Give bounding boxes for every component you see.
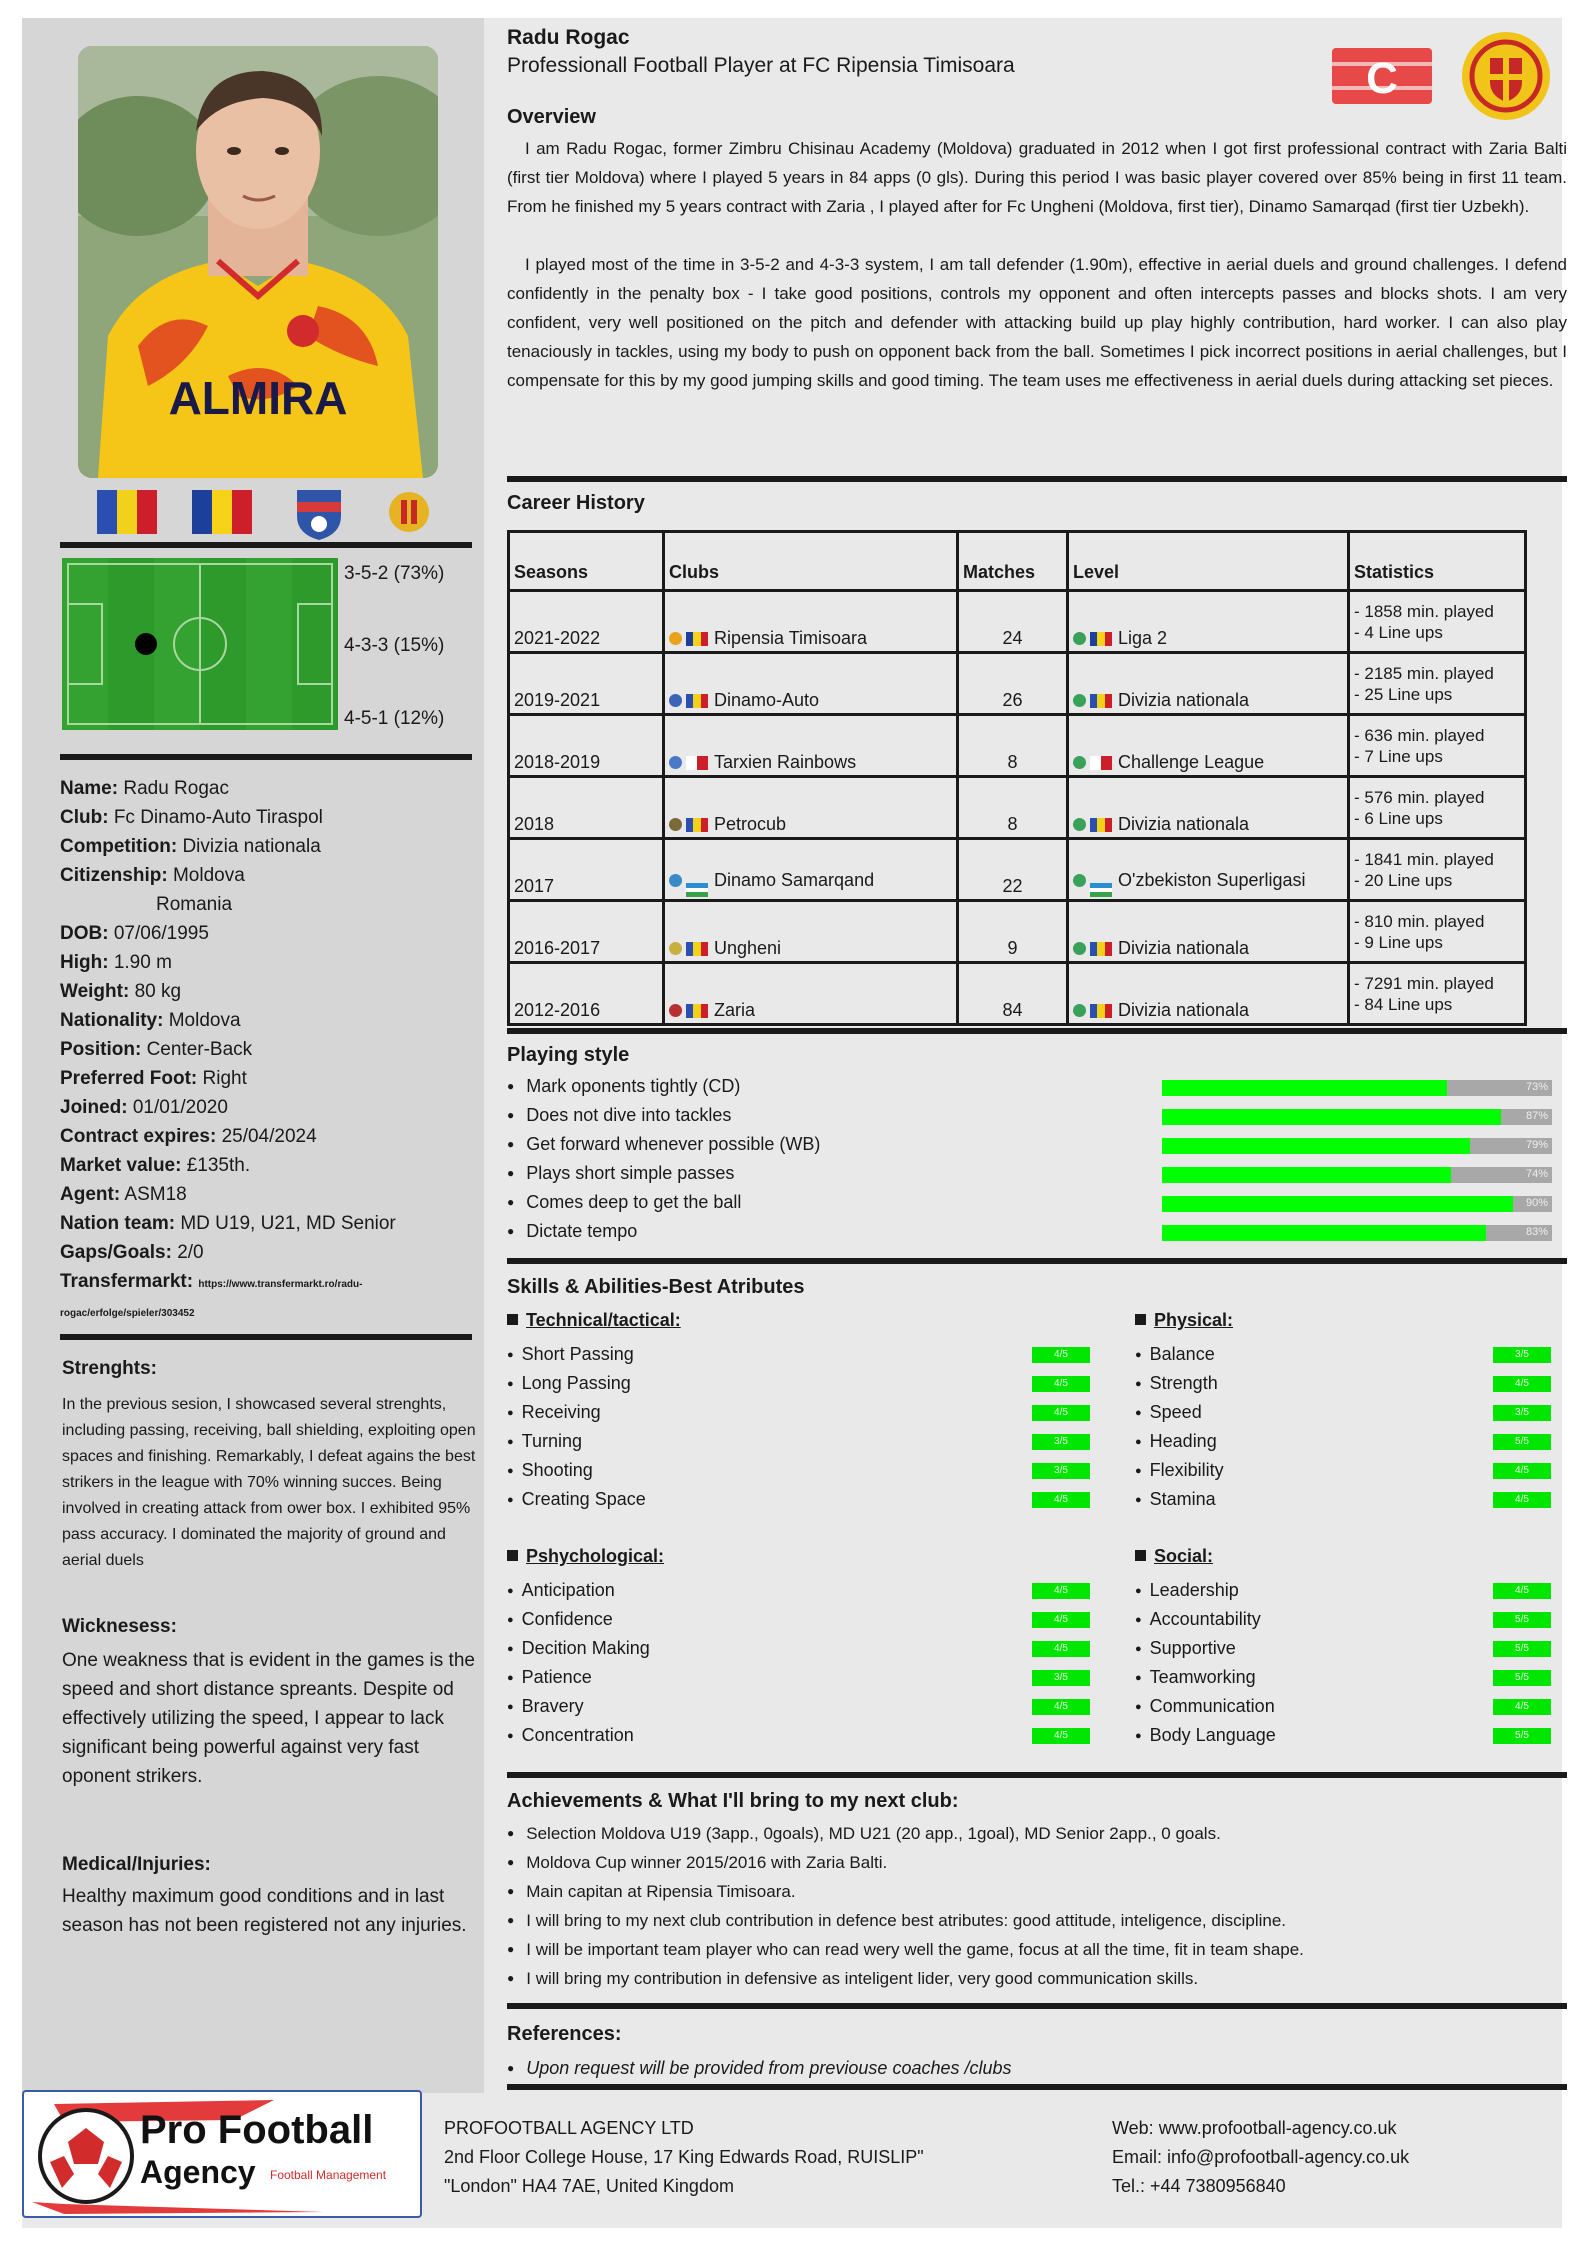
league-logo-icon xyxy=(1073,874,1086,887)
skill-score-badge: 4/5 xyxy=(1493,1492,1551,1508)
formation-pitch xyxy=(62,558,338,730)
rating-bar-fill xyxy=(1162,1167,1451,1183)
achievements-heading: Achievements & What I'll bring to my next club: xyxy=(507,1790,959,1812)
statistics-cell: - 1858 min. played - 4 Line ups xyxy=(1349,591,1526,653)
rating-bar-fill xyxy=(1162,1080,1447,1096)
skill-item: ● Turning xyxy=(507,1431,582,1452)
league-logo-icon xyxy=(1073,818,1086,831)
moldova-flag-icon xyxy=(97,490,157,534)
player-name: Radu Rogac xyxy=(507,26,630,49)
rating-percent: 79% xyxy=(1525,1139,1548,1151)
statistics-cell: - 810 min. played - 9 Line ups xyxy=(1349,901,1526,963)
rating-bar xyxy=(1162,1080,1552,1096)
statistics-cell: - 2185 min. played - 25 Line ups xyxy=(1349,653,1526,715)
club-cell: Ripensia Timisoara xyxy=(664,591,958,653)
formation-1: 3-5-2 (73%) xyxy=(344,563,445,584)
info-row: Contract expires: 25/04/2024 xyxy=(60,1126,317,1147)
company-address-1: 2nd Floor College House, 17 King Edwards Road, RUISLIP" xyxy=(444,2147,924,2167)
skill-score-badge: 4/5 xyxy=(1493,1376,1551,1392)
club-crest-icon xyxy=(669,1004,682,1017)
skill-category-social: Social: xyxy=(1135,1546,1213,1567)
player-photo xyxy=(78,46,438,478)
club-cell: Dinamo Samarqand xyxy=(664,839,958,901)
medical-text: Healthy maximum good conditions and in last season has not been registered not any injuries. xyxy=(62,1886,467,1936)
skill-item: ● Body Language xyxy=(1135,1725,1276,1746)
career-table xyxy=(507,530,1527,1026)
skill-score-badge: 3/5 xyxy=(1493,1405,1551,1421)
divider xyxy=(507,1772,1567,1778)
matches-cell: 9 xyxy=(958,901,1068,963)
club-crest-icon xyxy=(669,694,682,707)
romania-flag-icon xyxy=(192,490,252,534)
club-cell: Zaria xyxy=(664,963,958,1025)
divider xyxy=(60,1334,472,1340)
sponsor-text: ALMIRA xyxy=(168,372,348,424)
info-row: Weight: 80 kg xyxy=(60,981,182,1002)
skill-score-badge: 4/5 xyxy=(1493,1699,1551,1715)
skill-item: ● Bravery xyxy=(507,1696,584,1717)
level-cell: Divizia nationala xyxy=(1068,901,1349,963)
league-logo-icon xyxy=(1073,694,1086,707)
skill-item: ● Anticipation xyxy=(507,1580,615,1601)
career-table-body xyxy=(509,591,1526,1025)
email-link[interactable]: Email: info@profootball-agency.co.uk xyxy=(1112,2147,1410,2167)
skill-item: ● Creating Space xyxy=(507,1489,646,1510)
rating-percent: 73% xyxy=(1525,1081,1548,1093)
info-row: Nation team: MD U19, U21, MD Senior xyxy=(60,1213,396,1234)
achievement-item: ● Moldova Cup winner 2015/2016 with Zaria Balti. xyxy=(507,1853,887,1873)
flag-icon xyxy=(1090,1004,1112,1018)
level-cell: Challenge League xyxy=(1068,715,1349,777)
playing-style-item: ● Does not dive into tackles xyxy=(507,1105,731,1126)
skill-item: ● Balance xyxy=(1135,1344,1215,1365)
flag-icon xyxy=(1090,694,1112,708)
formation-3: 4-5-1 (12%) xyxy=(344,708,445,729)
rating-bar xyxy=(1162,1138,1552,1154)
column-header: Statistics xyxy=(1349,532,1526,591)
league-logo-icon xyxy=(1073,942,1086,955)
divider xyxy=(507,1028,1567,1034)
company-name: PROFOOTBALL AGENCY LTD xyxy=(444,2118,694,2138)
info-row: Competition: Divizia nationala xyxy=(60,836,321,857)
medical-heading: Medical/Injuries: xyxy=(62,1854,211,1875)
skill-score-badge: 4/5 xyxy=(1032,1612,1090,1628)
weaknesses-heading: Wicknesess: xyxy=(62,1616,177,1637)
skill-item: ● Teamworking xyxy=(1135,1667,1256,1688)
playing-style-item: ● Comes deep to get the ball xyxy=(507,1192,741,1213)
info-row: Nationality: Moldova xyxy=(60,1010,241,1031)
column-header: Level xyxy=(1068,532,1349,591)
skill-item: ● Speed xyxy=(1135,1402,1202,1423)
rating-bar-fill xyxy=(1162,1225,1486,1241)
level-cell: Divizia nationala xyxy=(1068,653,1349,715)
achievement-item: ● I will bring to my next club contribution in defence best atributes: good attitude, inteligence, discipline. xyxy=(507,1911,1286,1931)
skill-score-badge: 5/5 xyxy=(1493,1728,1551,1744)
season-cell: 2016-2017 xyxy=(509,901,664,963)
skill-score-badge: 3/5 xyxy=(1032,1670,1090,1686)
skill-score-badge: 3/5 xyxy=(1032,1463,1090,1479)
column-header: Matches xyxy=(958,532,1068,591)
references-text: ● Upon request will be provided from previouse coaches /clubs xyxy=(507,2058,1012,2079)
league-logo-icon xyxy=(1073,756,1086,769)
statistics-cell: - 7291 min. played - 84 Line ups xyxy=(1349,963,1526,1025)
skill-score-badge: 5/5 xyxy=(1493,1434,1551,1450)
logo-title: Pro Football xyxy=(140,2108,374,2152)
rating-percent: 83% xyxy=(1525,1226,1548,1238)
table-row xyxy=(509,777,1526,839)
table-row xyxy=(509,839,1526,901)
skill-item: ● Supportive xyxy=(1135,1638,1236,1659)
skill-score-badge: 4/5 xyxy=(1032,1347,1090,1363)
playing-style-item: ● Mark oponents tightly (CD) xyxy=(507,1076,740,1097)
flag-icon xyxy=(686,942,708,956)
sidebar xyxy=(22,18,484,2093)
table-row xyxy=(509,901,1526,963)
divider xyxy=(60,542,472,548)
skill-score-badge: 4/5 xyxy=(1032,1641,1090,1657)
matches-cell: 8 xyxy=(958,715,1068,777)
info-row: Club: Fc Dinamo-Auto Tiraspol xyxy=(60,807,323,828)
playing-style-item: ● Dictate tempo xyxy=(507,1221,637,1242)
skill-score-badge: 4/5 xyxy=(1032,1583,1090,1599)
divider xyxy=(60,754,472,760)
svg-text:C: C xyxy=(1366,54,1398,103)
flag-icon xyxy=(686,632,708,646)
agency-logo xyxy=(22,2090,422,2218)
info-row: Market value: £135th. xyxy=(60,1155,251,1176)
flag-icon xyxy=(1090,942,1112,956)
table-row xyxy=(509,591,1526,653)
club-cell: Dinamo-Auto xyxy=(664,653,958,715)
info-row: High: 1.90 m xyxy=(60,952,172,973)
playing-style-heading: Playing style xyxy=(507,1044,630,1066)
skill-score-badge: 5/5 xyxy=(1493,1670,1551,1686)
info-row: DOB: 07/06/1995 xyxy=(60,923,209,944)
rating-percent: 90% xyxy=(1525,1197,1548,1209)
club-cell: Petrocub xyxy=(664,777,958,839)
rating-bar xyxy=(1162,1225,1552,1241)
level-cell: O'zbekiston Superligasi xyxy=(1068,839,1349,901)
skill-item: ● Confidence xyxy=(507,1609,613,1630)
logo-subtitle: Agency xyxy=(140,2154,256,2190)
skill-item: ● Receiving xyxy=(507,1402,601,1423)
skill-category-psychological: Pshychological: xyxy=(507,1546,664,1567)
matches-cell: 84 xyxy=(958,963,1068,1025)
player-info-list xyxy=(60,774,480,1325)
rating-bar xyxy=(1162,1109,1552,1125)
info-row: Agent: ASM18 xyxy=(60,1184,187,1205)
skill-score-badge: 4/5 xyxy=(1032,1405,1090,1421)
achievement-item: ● I will bring my contribution in defensive as inteligent lider, very good communication skills. xyxy=(507,1969,1198,1989)
rating-bar-fill xyxy=(1162,1109,1501,1125)
season-cell: 2017 xyxy=(509,839,664,901)
season-cell: 2012-2016 xyxy=(509,963,664,1025)
club-crest-icon xyxy=(669,818,682,831)
skill-score-badge: 5/5 xyxy=(1493,1641,1551,1657)
profile-page xyxy=(22,18,1567,2228)
rating-bar-fill xyxy=(1162,1196,1513,1212)
level-cell: Divizia nationala xyxy=(1068,963,1349,1025)
captain-badge-icon xyxy=(1332,48,1432,104)
rating-bar xyxy=(1162,1196,1552,1212)
rating-percent: 74% xyxy=(1525,1168,1548,1180)
level-cell: Divizia nationala xyxy=(1068,777,1349,839)
transfermarkt-link[interactable]: https://www.transfermarkt.ro/radu-rogac/erfolge/spieler/303452 xyxy=(60,1279,363,1319)
skill-score-badge: 4/5 xyxy=(1032,1492,1090,1508)
dinamo-auto-crest-icon xyxy=(293,486,345,542)
flag-icon xyxy=(686,756,708,770)
player-position-marker xyxy=(135,633,157,655)
skill-score-badge: 4/5 xyxy=(1032,1728,1090,1744)
matches-cell: 26 xyxy=(958,653,1068,715)
achievement-item: ● Main capitan at Ripensia Timisoara. xyxy=(507,1882,796,1902)
skill-category-technical: Technical/tactical: xyxy=(507,1310,681,1331)
skill-score-badge: 4/5 xyxy=(1032,1376,1090,1392)
info-row: Position: Center-Back xyxy=(60,1039,253,1060)
divider xyxy=(507,2003,1567,2009)
skill-score-badge: 5/5 xyxy=(1493,1612,1551,1628)
phone-number: Tel.: +44 7380956840 xyxy=(1112,2176,1286,2196)
flag-icon xyxy=(1090,883,1112,897)
season-cell: 2021-2022 xyxy=(509,591,664,653)
flag-icon xyxy=(1090,632,1112,646)
club-crest-icon xyxy=(669,874,682,887)
season-cell: 2018-2019 xyxy=(509,715,664,777)
rating-bar xyxy=(1162,1167,1552,1183)
skill-item: ● Communication xyxy=(1135,1696,1275,1717)
club-crest-icon xyxy=(669,756,682,769)
company-address-2: "London" HA4 7AE, United Kingdom xyxy=(444,2176,734,2196)
logo-tagline: Football Management xyxy=(270,2168,387,2182)
column-header: Seasons xyxy=(509,532,664,591)
skill-item: ● Concentration xyxy=(507,1725,634,1746)
skill-score-badge: 4/5 xyxy=(1493,1583,1551,1599)
ripensia-crest-icon xyxy=(385,486,433,538)
playing-style-item: ● Plays short simple passes xyxy=(507,1163,734,1184)
skill-item: ● Accountability xyxy=(1135,1609,1261,1630)
statistics-cell: - 576 min. played - 6 Line ups xyxy=(1349,777,1526,839)
career-heading: Career History xyxy=(507,492,645,514)
flag-icon xyxy=(1090,756,1112,770)
overview-paragraph-1: I am Radu Rogac, former Zimbru Chisinau Academy (Moldova) graduated in 2012 when I got first professional contract with Zaria Balti (first tier Moldova) where I played 5 years in 84 apps (0 gls). During this period I was basic player covered over 85% being in first 11 team. From he finished my 5 years contract with Zaria , I played after for Fc Ungheni (Moldova, first tier), Dinamo Samarqad (first tier Uzbekh). xyxy=(507,139,1567,216)
flags-row xyxy=(97,486,437,542)
league-logo-icon xyxy=(1073,632,1086,645)
skill-item: ● Short Passing xyxy=(507,1344,634,1365)
matches-cell: 24 xyxy=(958,591,1068,653)
flag-icon xyxy=(686,818,708,832)
formation-2: 4-3-3 (15%) xyxy=(344,635,445,656)
weaknesses-text: One weakness that is evident in the games is the speed and short distance spreants. Despite od effectively utilizing the speed, I appear to lack significant being powerful against very fast oponent strikers. xyxy=(62,1650,475,1787)
skill-item: ● Heading xyxy=(1135,1431,1217,1452)
transfermarkt-row: Transfermarkt: https://www.transfermarkt.ro/radu-rogac/erfolge/spieler/303452 xyxy=(60,1271,363,1319)
skill-item: ● Stamina xyxy=(1135,1489,1216,1510)
skill-item: ● Shooting xyxy=(507,1460,593,1481)
skills-heading: Skills & Abilities-Best Atributes xyxy=(507,1276,805,1298)
skill-item: ● Patience xyxy=(507,1667,592,1688)
flag-icon xyxy=(686,1004,708,1018)
skill-item: ● Decition Making xyxy=(507,1638,650,1659)
rating-bar-fill xyxy=(1162,1138,1470,1154)
skill-category-physical: Physical: xyxy=(1135,1310,1233,1331)
strengths-heading: Strenghts: xyxy=(62,1358,157,1379)
flag-icon xyxy=(1090,818,1112,832)
info-row: Gaps/Goals: 2/0 xyxy=(60,1242,204,1263)
achievement-item: ● Selection Moldova U19 (3app., 0goals), MD U21 (20 app., 1goal), MD Senior 2app., 0 goals. xyxy=(507,1824,1221,1844)
skill-item: ● Long Passing xyxy=(507,1373,631,1394)
divider xyxy=(507,476,1567,482)
season-cell: 2019-2021 xyxy=(509,653,664,715)
skill-item: ● Leadership xyxy=(1135,1580,1239,1601)
table-header-row xyxy=(509,532,1526,591)
skill-score-badge: 4/5 xyxy=(1032,1699,1090,1715)
achievement-item: ● I will be important team player who can read wery well the game, focus at all the time, fit in team shape. xyxy=(507,1940,1304,1960)
info-row: Name: Radu Rogac xyxy=(60,778,229,799)
league-logo-icon xyxy=(1073,1004,1086,1017)
matches-cell: 8 xyxy=(958,777,1068,839)
table-row xyxy=(509,653,1526,715)
skill-score-badge: 3/5 xyxy=(1493,1347,1551,1363)
club-crest-icon xyxy=(669,942,682,955)
info-row: Preferred Foot: Right xyxy=(60,1068,247,1089)
website-link[interactable]: Web: www.profootball-agency.co.uk xyxy=(1112,2118,1397,2138)
level-cell: Liga 2 xyxy=(1068,591,1349,653)
table-row xyxy=(509,963,1526,1025)
info-row: Romania xyxy=(156,894,233,915)
player-title: Professionall Football Player at FC Ripensia Timisoara xyxy=(507,54,1015,77)
club-crest-icon xyxy=(669,632,682,645)
table-row xyxy=(509,715,1526,777)
skill-score-badge: 3/5 xyxy=(1032,1434,1090,1450)
info-row: Citizenship: Moldova xyxy=(60,865,245,886)
strengths-text: In the previous sesion, I showcased several strenghts, including passing, receiving, ball shielding, exploiting open spaces and finishing. Remarkably, I defeat agains the best strikers in the league with 70% winning succes. Being involved in creating attack from ower box. I exhibited 95% pass accuracy. I dominated the majority of ground and aerial duels xyxy=(62,1396,476,1569)
divider xyxy=(507,2084,1567,2090)
flag-icon xyxy=(686,883,708,897)
skill-item: ● Flexibility xyxy=(1135,1460,1224,1481)
matches-cell: 22 xyxy=(958,839,1068,901)
rating-percent: 87% xyxy=(1525,1110,1548,1122)
overview-paragraph-2: I played most of the time in 3-5-2 and 4-3-3 system, I am tall defender (1.90m), effective in aerial duels and ground challenges. I defend confidently in the penalty box - I take good positions, controls my opponent and often intercepts passes and blocks shots. I am very confident, very well positioned on the pitch and defender with attacking build up play highly contribution, hard worker. I can also play tenaciously in tackles, using my body to push on opponent back from the ball. Sometimes I pick incorrect positions in aerial challenges, but I compensate for this by my good jumping skills and good timing. The team uses me effectiveness in aerial duels during attacking set pieces. xyxy=(507,255,1567,390)
flag-icon xyxy=(686,694,708,708)
skill-score-badge: 4/5 xyxy=(1493,1463,1551,1479)
club-cell: Tarxien Rainbows xyxy=(664,715,958,777)
statistics-cell: - 636 min. played - 7 Line ups xyxy=(1349,715,1526,777)
column-header: Clubs xyxy=(664,532,958,591)
overview-heading: Overview xyxy=(507,106,596,128)
skill-item: ● Strength xyxy=(1135,1373,1218,1394)
playing-style-item: ● Get forward whenever possible (WB) xyxy=(507,1134,820,1155)
club-cell: Ungheni xyxy=(664,901,958,963)
season-cell: 2018 xyxy=(509,777,664,839)
club-crest-icon xyxy=(1460,30,1552,122)
divider xyxy=(507,1258,1567,1264)
info-row: Joined: 01/01/2020 xyxy=(60,1097,228,1118)
references-heading: References: xyxy=(507,2023,622,2045)
statistics-cell: - 1841 min. played - 20 Line ups xyxy=(1349,839,1526,901)
